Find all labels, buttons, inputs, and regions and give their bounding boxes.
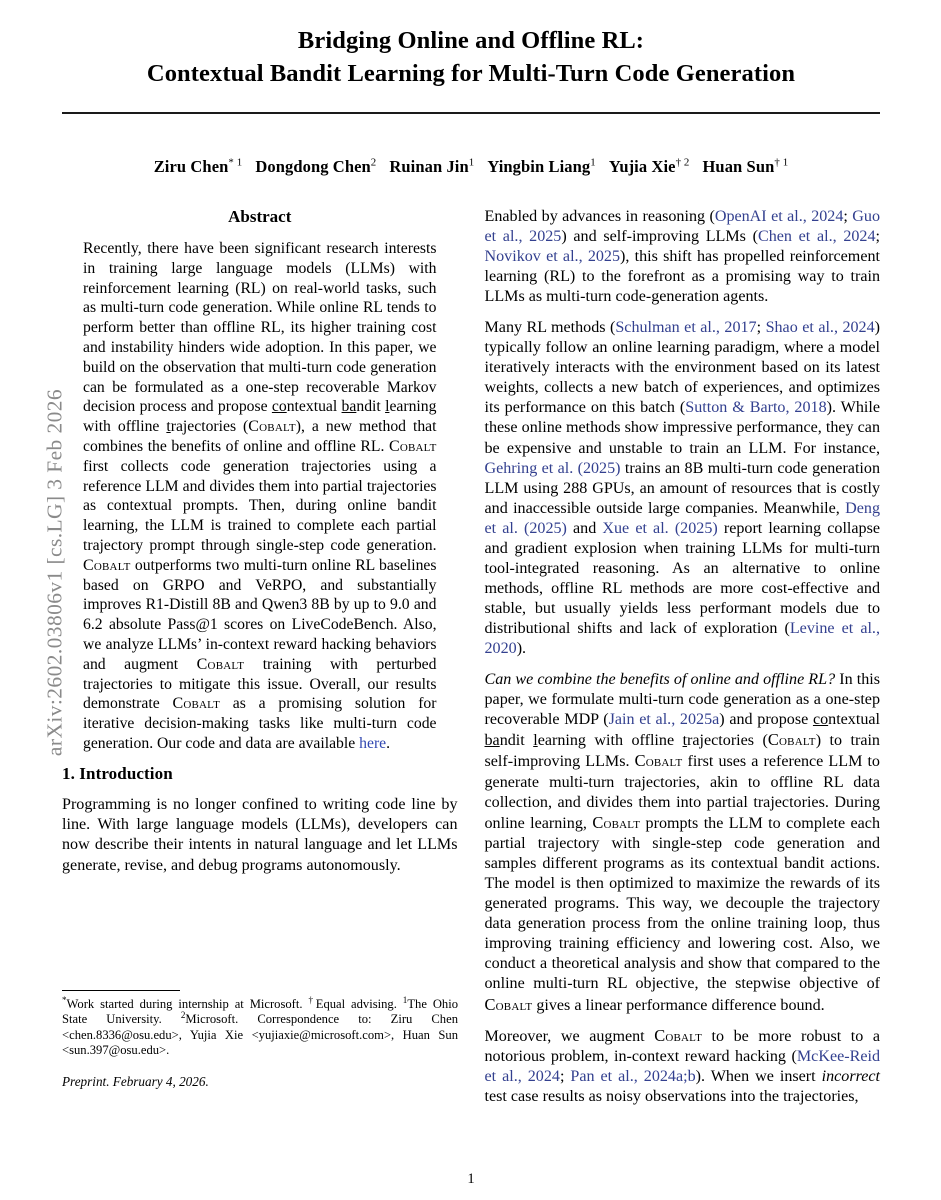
- citation-chen-2024[interactable]: Chen et al., 2024: [757, 228, 876, 246]
- abstract-text-a: Recently, there have been significant research interests in training large language models (LLMs) with reinforcement learning (RL) on real-world tasks, such as multi-turn code generation. While online RL tends to perform better than offline RL, its higher training cost and instability hinders wide adoption. In this paper, we build on the observation that multi-turn code generation can be formulated as a one-step recoverable Markov decision process and propose: [83, 240, 437, 416]
- abstract-paragraph: [83, 239, 437, 754]
- rc-p2-sep-1: ;: [756, 318, 766, 336]
- author-6: [702, 157, 788, 176]
- rc-p2-text-a: Many RL methods (: [484, 318, 616, 336]
- cobalt-acronym: Cobalt: [767, 730, 816, 750]
- cobalt-acronym: Cobalt: [83, 556, 131, 574]
- rc-p4-text-b: to be more robust to a notorious problem, in-context reward hacking (: [484, 1028, 880, 1066]
- left-column: [62, 207, 458, 1118]
- footnote-affiliation-2-marker: 2: [180, 1010, 186, 1021]
- footnote-text-c: The Ohio State University.: [62, 996, 459, 1027]
- abstract-underline-l: l: [385, 398, 390, 416]
- author-6-marks: † 1: [774, 156, 789, 169]
- cobalt-acronym: Cobalt: [592, 812, 641, 832]
- author-1-name: Ziru Chen: [153, 157, 229, 176]
- author-4: [487, 157, 596, 176]
- citation-schulman-2017[interactable]: Schulman et al., 2017: [615, 318, 757, 336]
- author-2-marks: 2: [370, 156, 377, 169]
- cobalt-acronym: Cobalt: [248, 418, 296, 436]
- footnote-affiliation-1-marker: 1: [402, 994, 408, 1005]
- author-5: [609, 157, 690, 176]
- arxiv-stamp: arXiv:2602.03806v1 [cs.LG] 3 Feb 2026: [42, 388, 67, 757]
- abstract-body: [62, 239, 458, 754]
- right-column: [485, 207, 881, 1118]
- abstract-text-k: .: [386, 734, 391, 752]
- rc-p3-text-i: prompts the LLM to complete each partial trajectory with single-step code generation and samples different programs as its contextual bandit actions. The model is then optimized to maximize the rewards of its generated programs. This way, we decouple the trajectory data generation process from the online training loop, thus improving training efficiency and lowering cost. Also, we conduct a theoretical analysis and show that compared to the online multi-turn RL objective, the stepwise objective of: [484, 814, 880, 993]
- footnote-text-a: Work started during internship at Microsoft.: [66, 996, 309, 1011]
- citation-novikov-2025[interactable]: Novikov et al., 2025: [484, 248, 621, 266]
- cobalt-acronym: Cobalt: [196, 655, 245, 673]
- right-paragraph-3: [485, 670, 881, 1016]
- rc-underline-co: co: [812, 711, 829, 729]
- abstract-text-e: rajectories (: [170, 418, 249, 436]
- paper-title-line-1: Bridging Online and Offline RL:: [297, 27, 645, 54]
- citation-xue-2025[interactable]: Xue et al. (2025): [602, 519, 718, 537]
- two-column-body: [62, 207, 880, 1118]
- author-2-name: Dongdong Chen: [255, 157, 371, 176]
- footnote-dagger-marker: †: [308, 994, 316, 1005]
- citation-gehring-2025[interactable]: Gehring et al. (2025): [484, 459, 621, 477]
- rc-p3-text-c: ntextual: [828, 711, 880, 729]
- footnote-text-d: Microsoft. Correspondence to: Ziru Chen <chen.8336@osu.edu>, Yujia Xie <yujiaxie@microsoft.com>, Huan Sun <sun.397@osu.edu>.: [62, 1012, 458, 1058]
- abstract-text-c: ndit: [356, 398, 386, 416]
- preprint-notice: Preprint. February 4, 2026.: [62, 1074, 209, 1090]
- rc-p1-sep-2: ;: [875, 228, 880, 246]
- footnote-block: [62, 990, 458, 1090]
- rc-underline-ba: ba: [484, 732, 500, 750]
- author-5-name: Yujia Xie: [608, 157, 676, 176]
- introduction-paragraph-1: Programming is no longer confined to writing code line by line. With large language models (LLMs), developers can now describe their intents in natural language and let LLMs generate, revise, and debug programs autonomously.: [62, 796, 458, 874]
- right-paragraph-4: [485, 1026, 881, 1107]
- research-question: Can we combine the benefits of online and offline RL?: [484, 671, 836, 689]
- rc-p4-text-a: Moreover, we augment: [484, 1028, 655, 1046]
- paper-title-line-2: Contextual Bandit Learning for Multi-Turn Code Generation: [146, 60, 796, 87]
- rc-p2-text-e: trains an 8B multi-turn code generation LLM using 288 GPUs, an amount of resources that is costly and inaccessible outside large companies. Meanwhile,: [484, 459, 880, 517]
- right-paragraph-2: [485, 318, 881, 660]
- abstract-text-j: as a promising solution for iterative decision-making tasks like multi-turn code generation. Our code and data are available: [83, 695, 437, 752]
- citation-jain-2025a[interactable]: Jain et al., 2025a: [608, 711, 720, 729]
- citation-pan-2024[interactable]: Pan et al., 2024a;b: [570, 1068, 696, 1086]
- cobalt-acronym: Cobalt: [388, 437, 437, 455]
- author-6-name: Huan Sun: [702, 157, 775, 176]
- footnote-divider: [62, 990, 180, 991]
- author-4-marks: 1: [590, 156, 596, 169]
- author-3: [389, 157, 474, 176]
- rc-p3-text-e: earning with offline: [537, 732, 683, 750]
- rc-p4-sep-1: ;: [559, 1068, 571, 1086]
- abstract-text-h: outperforms two multi-turn online RL baselines based on GRPO and VeRPO, and substantially improves R1-Distill 8B and Qwen3 8B by up to 9.0 and 6.2 absolute Pass@1 scores on LiveCodeBench. Also, we analyze LLMs’ in-context reward hacking behaviors and augment: [83, 556, 437, 673]
- paper-page: [62, 0, 880, 1200]
- citation-guo-2025[interactable]: Guo et al., 2025: [484, 208, 880, 246]
- abstract-underline-co: co: [271, 398, 287, 416]
- abstract-heading: Abstract: [228, 207, 292, 226]
- author-3-name: Ruinan Jin: [389, 157, 469, 176]
- title-block: [62, 0, 880, 114]
- rc-p4-text-d: ). When we insert: [695, 1068, 822, 1086]
- rc-p2-text-f: and: [566, 519, 603, 537]
- citation-sutton-barto-2018[interactable]: Sutton & Barto, 2018: [685, 399, 827, 417]
- cobalt-acronym: Cobalt: [172, 695, 220, 713]
- footnote-text-b: Equal advising.: [315, 996, 403, 1011]
- footnote-star-marker: *: [62, 994, 67, 1005]
- footnote-text: [62, 994, 459, 1059]
- rc-p1-text-e: ), this shift has propelled reinforcement learning (RL) to the forefront as a promising way to train LLMs as multi-turn code-generation agents.: [484, 248, 880, 306]
- rc-p3-text-d: ndit: [499, 732, 534, 750]
- rc-p3-text-j: gives a linear performance difference bound.: [532, 996, 825, 1014]
- rc-p3-text-b: ) and propose: [719, 711, 813, 729]
- emphasis-incorrect: incorrect: [821, 1068, 881, 1086]
- author-2: [255, 157, 376, 176]
- abstract-text-i: training with perturbed trajectories to mitigate this issue. Overall, our results demonstrate: [83, 655, 437, 713]
- citation-deng-2025[interactable]: Deng et al. (2025): [484, 499, 880, 537]
- page-number: 1: [467, 1171, 475, 1187]
- rc-p3-text-f: rajectories (: [687, 732, 768, 750]
- rc-underline-t: t: [682, 732, 688, 750]
- abstract-text-d: earning with offline: [83, 398, 437, 436]
- rc-p2-text-g: report learning collapse and gradient explosion when training LLMs for multi-turn tool-integrated reasoning. As an alternative to online methods, offline RL methods are more cost-effective and stable, but usually yields less performant models due to distributional shifts and lack of exploration (: [484, 519, 880, 638]
- citation-openai-2024[interactable]: OpenAI et al., 2024: [714, 208, 844, 225]
- rc-p2-text-h: ).: [516, 640, 527, 658]
- rc-p2-text-c: ) typically follow an online learning paradigm, where a model iteratively interacts with the environment based on its latest weights, collects a new batch of experiences, and optimizes its performance on this batch (: [484, 318, 880, 417]
- author-3-marks: 1: [468, 156, 475, 169]
- rc-p1-sep-1: ;: [843, 208, 853, 225]
- abstract-text-b: ntextual: [286, 398, 342, 416]
- rc-underline-l: l: [533, 732, 538, 750]
- rc-p3-text-h: first uses a reference LLM to generate multi-turn trajectories, akin to offline RL data collection, and divides them into partial trajectories. During online learning,: [484, 753, 880, 832]
- code-and-data-link[interactable]: here: [359, 734, 387, 752]
- rc-p1-text-a: Enabled by advances in reasoning (: [484, 208, 715, 225]
- title-divider: [62, 112, 880, 114]
- author-list: [62, 157, 880, 177]
- abstract-text-f: ), a new method that combines the benefits of online and offline RL.: [83, 418, 437, 455]
- abstract-underline-ba: ba: [341, 398, 357, 416]
- abstract-underline-t: t: [166, 418, 171, 436]
- rc-p2-text-d: ). While these online methods show impressive performance, they can be expensive and unstable to train an LLM. For instance,: [484, 399, 880, 457]
- rc-p3-text-g: ) to train self-improving LLMs.: [484, 732, 880, 771]
- author-4-name: Yingbin Liang: [487, 157, 591, 176]
- author-1-marks: * 1: [228, 156, 243, 169]
- right-paragraph-1: [485, 207, 881, 307]
- rc-p1-text-c: ) and self-improving LLMs (: [561, 228, 758, 246]
- author-5-marks: † 2: [675, 156, 690, 169]
- cobalt-acronym: Cobalt: [634, 751, 683, 771]
- citation-levine-2020[interactable]: Levine et al., 2020: [484, 620, 880, 658]
- abstract-text-g: first collects code generation trajectories using a reference LLM and divides them into partial trajectories as contextual prompts. Then, during online bandit learning, the LLM is trained to complete each partial trajectory prompt through single-step code generation.: [83, 457, 437, 554]
- rc-p3-text-a: In this paper, we formulate multi-turn code generation as a one-step recoverable MDP (: [484, 671, 880, 729]
- introduction-heading: 1. Introduction: [62, 764, 173, 784]
- cobalt-acronym: Cobalt: [484, 994, 533, 1014]
- author-1: [154, 157, 243, 176]
- rc-p4-text-e: test case results as noisy observations into the trajectories,: [484, 1088, 859, 1106]
- citation-shao-2024[interactable]: Shao et al., 2024: [765, 318, 875, 336]
- citation-mckee-reid-2024[interactable]: McKee-Reid et al., 2024: [484, 1048, 880, 1086]
- cobalt-acronym: Cobalt: [654, 1026, 702, 1046]
